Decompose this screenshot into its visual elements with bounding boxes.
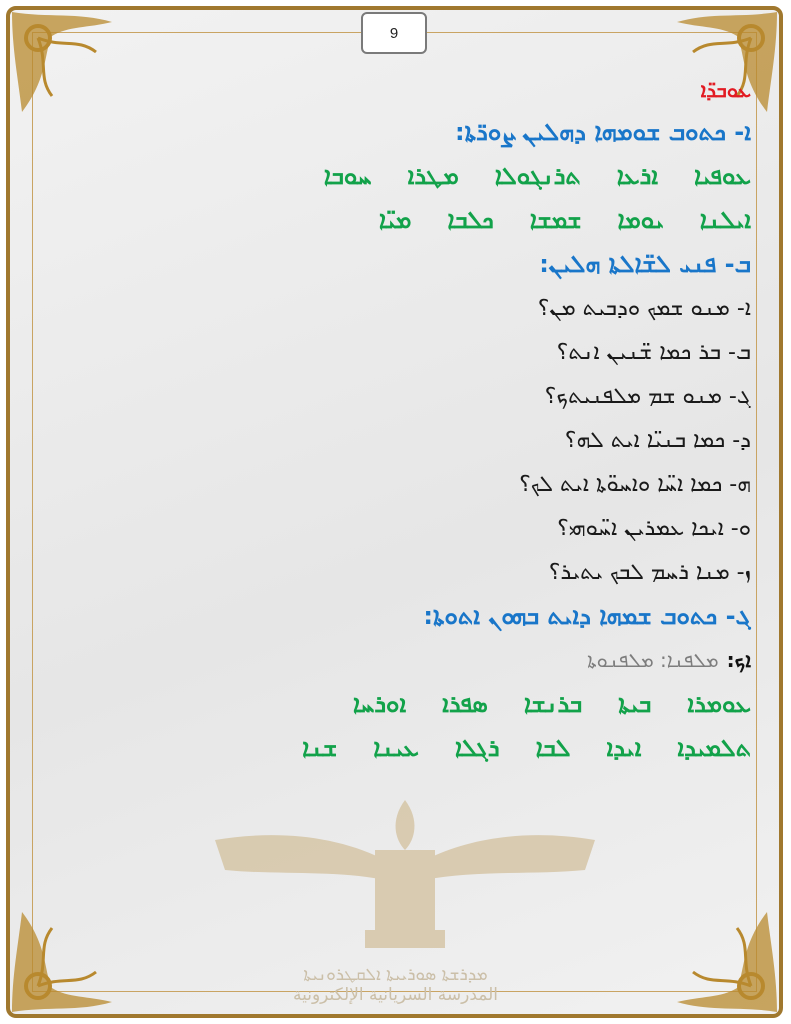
vocab-word: ܫܢܐ <box>302 734 338 762</box>
question-item: ܒ- ܒܪ ܟܡܐ ܫ̈ܢܝܢ ܐܢܬ؟ <box>556 339 751 365</box>
example-text: ܡܠܦܢܐ: ܡܠܦܢܘܬܐ <box>587 648 719 672</box>
vocab-word: ܬܪܢܓܘܠܐ <box>494 162 581 190</box>
vocab-word: ܚܘܒܐ <box>323 162 372 190</box>
watermark-arabic-text: المدرسة السريانية الإلكترونية <box>292 985 499 1005</box>
exercise-a-heading: ܐ- ܟܬܘܒ ܫܘܡܗܐ ܕܗܠܝܢ ܨܘܪ̈ܬܐ: <box>454 118 751 146</box>
winged-emblem-watermark-icon <box>215 780 595 950</box>
vocab-word: ܐܪܥܐ <box>616 162 659 190</box>
vocab-word: ܟܠܒܐ <box>447 206 494 234</box>
exercise-a-word-row <box>40 154 751 198</box>
vocab-word: ܡܛܪܐ <box>407 162 459 190</box>
section-title: ܥܘܒܕ̈ܐ <box>700 78 751 102</box>
exercise-c-word-row <box>40 682 751 726</box>
vocab-word: ܪܓܠܐ <box>454 734 500 762</box>
example-label: ܐܟ: <box>726 648 751 672</box>
example-line <box>40 638 751 682</box>
vocab-word: ܒܪܢܫܐ <box>523 690 583 718</box>
question-item: ܙ- ܡܢܐ ܪܚܡ ܠܒܟ ܝܬܝܪ؟ <box>548 559 751 585</box>
vocab-word: ܐܝܕܐ <box>606 734 642 762</box>
school-name-watermark <box>0 965 791 1005</box>
vocab-word: ܝܘܡܐ <box>617 206 664 234</box>
page-number-box <box>361 12 427 54</box>
exercise-a-word-row <box>40 198 751 242</box>
question-item: ܕ- ܟܡܐ ܒܢܝ̈ܐ ܐܝܬ ܠܗ؟ <box>564 427 751 453</box>
vocab-word: ܥܘܦܝܐ <box>694 162 751 190</box>
exercise-c-heading: ܓ- ܟܬܘܒ ܫܡܗܐ ܕܐܝܬ ܒܗܘܢ ܐܬܘܬܐ: <box>423 602 751 630</box>
vocab-word: ܠܒܐ <box>535 734 571 762</box>
watermark-syriac-text: ܡܕܪܫܬܐ ܣܘܪܝܝܬܐ ܐܠܩܛܪܘܢܝܬܐ <box>303 965 488 985</box>
question-item: ܐ- ܡܢܘ ܫܡܟ ܘܕܒܝܬ ܡܢ؟ <box>537 295 751 321</box>
vocab-word: ܥܝܢܐ <box>373 734 419 762</box>
vocab-word: ܐܝܠܢܐ <box>699 206 751 234</box>
vocab-word: ܡܝ̈ܐ <box>378 206 412 234</box>
page-number: 9 <box>389 24 399 42</box>
question-item: ܘ- ܐܝܟܐ ܥܡܪܝܢ ܐܚ̈ܘܗܝ؟ <box>557 515 751 541</box>
vocab-word: ܬܠܡܝܕܐ <box>677 734 751 762</box>
vocab-word: ܒܝܬܐ <box>618 690 652 718</box>
question-item: ܗ- ܟܡܐ ܐܚ̈ܐ ܘܐܚܘ̈ܬܐ ܐܝܬ ܠܟ؟ <box>519 471 751 497</box>
question-item: ܓ- ܡܢܘ ܫܡ ܡܠܦܢܝܬܟ؟ <box>544 383 751 409</box>
vocab-word: ܐܘܪܚܐ <box>352 690 407 718</box>
exercise-c-word-row <box>40 726 751 770</box>
worksheet-content <box>40 70 751 770</box>
vocab-word: ܥܘܡܪܐ <box>687 690 751 718</box>
exercise-b-heading: ܒ- ܦܢܝ ܠܫ̈ܐܠܬܐ ܗܠܝܢ: <box>539 250 751 278</box>
vocab-word: ܫܡܫܐ <box>529 206 582 234</box>
vocab-word: ܣܦܪܐ <box>442 690 488 718</box>
